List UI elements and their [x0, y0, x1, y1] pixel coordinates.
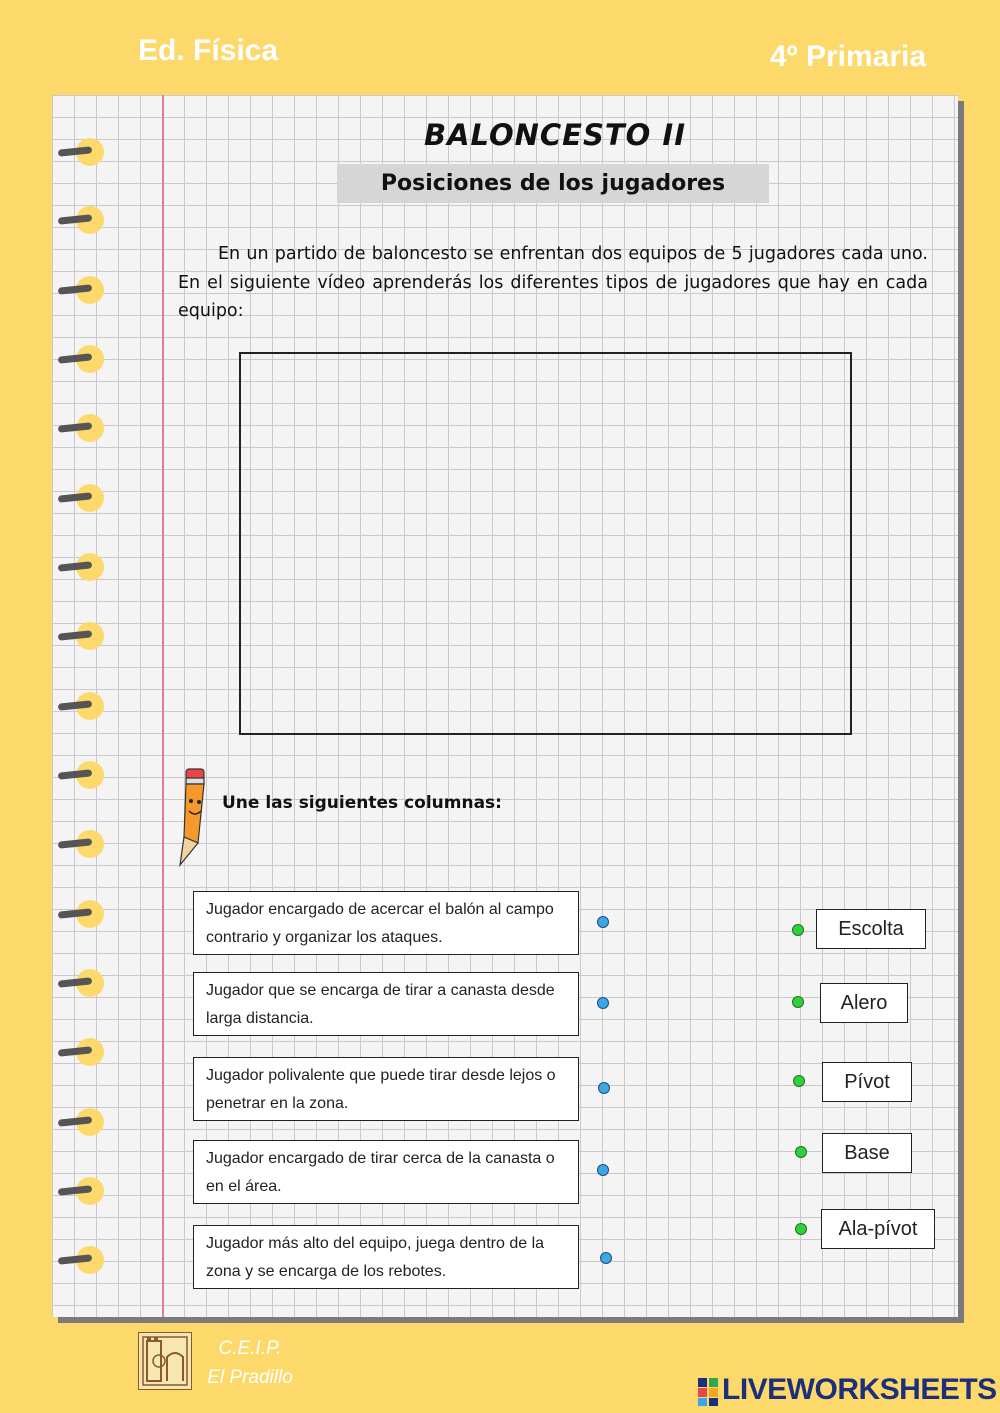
spiral-ring-icon — [58, 1108, 104, 1138]
position-box-alero: Alero — [820, 983, 908, 1023]
match-dot-left[interactable] — [597, 916, 609, 928]
spiral-ring-icon — [58, 484, 104, 514]
subject-label: Ed. Física — [138, 34, 279, 67]
position-box-ala-pivot: Ala-pívot — [821, 1209, 935, 1249]
worksheet-title: BALONCESTO II — [423, 118, 686, 152]
pencil-icon — [176, 767, 216, 867]
match-dot-left[interactable] — [597, 997, 609, 1009]
spiral-ring-icon — [58, 138, 104, 168]
school-name-line1: C.E.I.P. — [218, 1338, 282, 1359]
grade-label: 4º Primaria — [770, 40, 927, 73]
spiral-ring-icon — [58, 900, 104, 930]
spiral-ring-icon — [58, 1038, 104, 1068]
liveworksheets-logo[interactable]: LIVEWORKSHEETS — [722, 1373, 997, 1406]
spiral-ring-icon — [58, 761, 104, 791]
spiral-ring-icon — [58, 553, 104, 583]
position-box-pivot: Pívot — [822, 1062, 912, 1102]
spiral-ring-icon — [58, 414, 104, 444]
match-dot-left[interactable] — [598, 1082, 610, 1094]
instruction-text: Une las siguientes columnas: — [222, 793, 502, 813]
spiral-ring-icon — [58, 969, 104, 999]
intro-paragraph: En un partido de baloncesto se enfrentan dos equipos de 5 jugadores cada uno. En el siguiente vídeo aprenderás los diferentes tipos de jugadores que hay en cada equipo: — [178, 244, 928, 321]
description-box: Jugador encargado de tirar cerca de la canasta o en el área. — [193, 1140, 579, 1204]
match-dot-left[interactable] — [600, 1252, 612, 1264]
match-dot-right[interactable] — [795, 1146, 807, 1158]
spiral-ring-icon — [58, 692, 104, 722]
margin-line — [162, 95, 164, 1317]
position-box-escolta: Escolta — [816, 909, 926, 949]
description-box: Jugador polivalente que puede tirar desde lejos o penetrar en la zona. — [193, 1057, 579, 1121]
spiral-ring-icon — [58, 345, 104, 375]
match-dot-left[interactable] — [597, 1164, 609, 1176]
description-box: Jugador que se encarga de tirar a canasta desde larga distancia. — [193, 972, 579, 1036]
school-logo-icon — [138, 1332, 192, 1390]
description-box: Jugador encargado de acercar el balón al campo contrario y organizar los ataques. — [193, 891, 579, 955]
match-dot-right[interactable] — [792, 924, 804, 936]
spiral-ring-icon — [58, 622, 104, 652]
worksheet-subtitle: Posiciones de los jugadores — [337, 164, 769, 203]
liveworksheets-badge-icon — [697, 1377, 719, 1407]
spiral-ring-icon — [58, 1177, 104, 1207]
school-name — [200, 1334, 300, 1392]
spiral-ring-icon — [58, 830, 104, 860]
match-dot-right[interactable] — [793, 1075, 805, 1087]
school-name-line2: El Pradillo — [207, 1367, 293, 1388]
match-dot-right[interactable] — [795, 1223, 807, 1235]
spiral-ring-icon — [58, 276, 104, 306]
position-box-base: Base — [822, 1133, 912, 1173]
spiral-ring-icon — [58, 206, 104, 236]
spiral-ring-icon — [58, 1246, 104, 1276]
video-embed[interactable] — [239, 352, 852, 735]
description-box: Jugador más alto del equipo, juega dentro de la zona y se encarga de los rebotes. — [193, 1225, 579, 1289]
match-dot-right[interactable] — [792, 996, 804, 1008]
